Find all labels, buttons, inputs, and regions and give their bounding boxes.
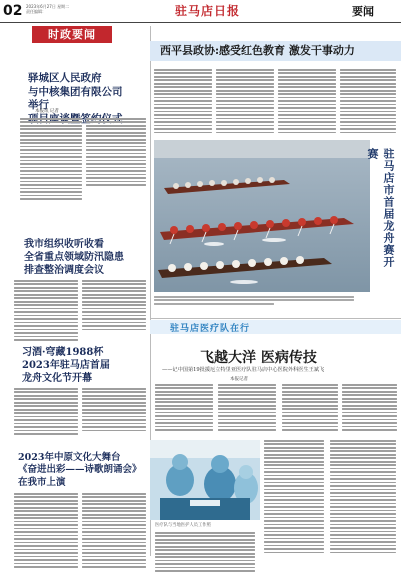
article-title-line: 龙舟文化节开幕 [22,373,92,384]
article-body [340,69,396,135]
medical-image [150,440,260,520]
article-title-4[interactable] [18,452,148,489]
article-body [82,280,146,332]
article-body [86,118,146,188]
article-title-line: 我市组织收听收看 [24,239,104,250]
article-body [20,118,82,202]
article-body [154,69,212,135]
section-divider [150,318,401,319]
editor-text: 责任编辑： [26,9,46,14]
article-title-line: 《奋进出彩——诗歌朗诵会》 [18,464,142,476]
feature-title[interactable]: 飞越大洋 医病传技 [200,350,317,366]
section-banner: 时政要闻 [32,26,112,43]
article-body [282,384,338,433]
dragon-boat-image [154,140,370,292]
article-body [14,388,78,437]
article-title-line: 2023年中原文化大舞台 [18,452,121,463]
article-body [342,384,397,433]
article-body [14,493,78,570]
article-title-line: 全省重点领域防汛隐患 [24,252,124,263]
section-title: 要闻 [352,5,374,18]
article-title-line: 在我市上演 [18,476,66,488]
article-body [82,388,146,433]
article-title-line: 2023年驻马店首届 [22,360,110,371]
photo-caption [154,296,354,306]
article-body [264,440,324,555]
article-body [218,384,276,433]
article-title-line: 驿城区人民政府 [28,72,102,84]
date-line [26,4,69,14]
section-banner: 驻马店医疗队在行 [170,324,251,334]
photo-caption-title: 驻马店市首届龙舟赛开赛 [366,148,395,268]
article-byline: 本报讯 记者 [35,109,59,114]
date-text: 2023年6月27日 星期二 [26,4,70,9]
feature-subtitle: ——记中国第19批援厄立特里亚医疗队驻马店中心医院外科医生王斌飞 [162,367,325,373]
article-body [330,440,396,555]
article-title-2[interactable] [24,238,134,277]
article-body [155,532,255,574]
article-body [216,69,274,135]
article-title-line: 排查整治调度会议 [24,265,104,276]
dragon-boat-photo[interactable] [154,140,370,292]
article-body [14,280,78,343]
article-title-3[interactable] [22,346,134,385]
lead-article-title[interactable]: 西平县政协:感受红色教育 激发干事动力 [160,44,355,57]
article-body [155,384,213,433]
article-title-line: 习酒·穹藏1988杯 [22,347,104,358]
newspaper-logo: 驻马店日报 [175,4,241,18]
masthead-divider [0,22,401,23]
article-body [82,493,146,570]
page-number: 02 [3,3,23,19]
feature-byline: 本报记者 [230,377,248,382]
medical-photo[interactable] [150,440,260,520]
photo-label: 医疗队与当地医护人员工作照 [155,523,211,528]
article-title-line: 与中核集团有限公司举行 [28,85,123,112]
article-body [278,69,336,135]
